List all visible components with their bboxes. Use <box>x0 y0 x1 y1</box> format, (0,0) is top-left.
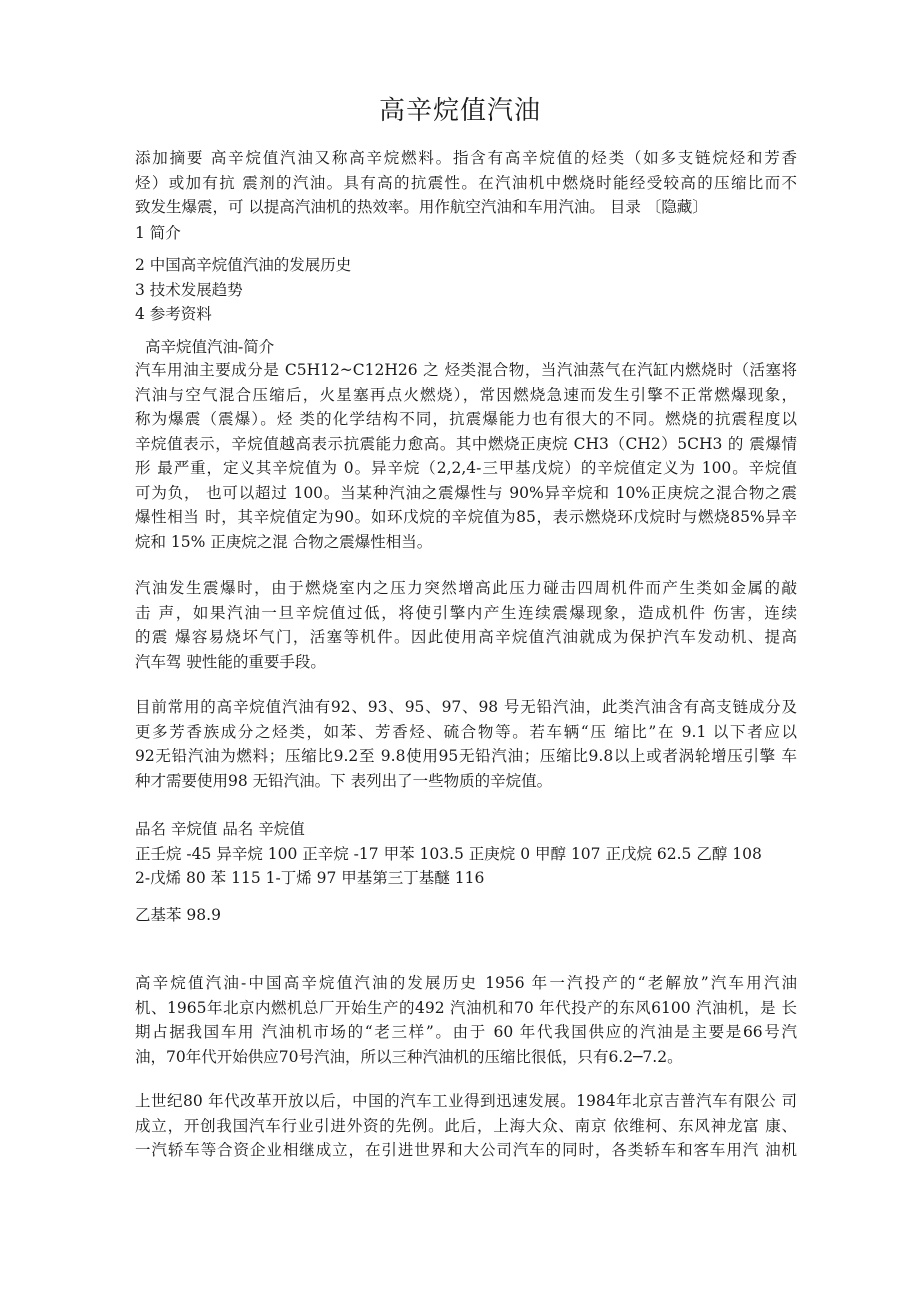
octane-table-text <box>135 817 797 891</box>
toc-item-references[interactable]: 4 参考资料 <box>135 305 212 323</box>
table-header-line: 品名 辛烷值 品名 辛烷值 <box>135 820 305 838</box>
text-line: 可为负， 也可以超过 100。当某种汽油之震爆性与 90%异辛烷和 10%正庚烷之混合物之震 <box>135 483 797 502</box>
section-heading-intro <box>145 335 807 360</box>
table-row-line: 2-戊烯 80 苯 115 1-丁烯 97 甲基第三丁基醚 116 <box>135 869 485 887</box>
document-title: 高辛烷值汽油 <box>378 96 541 126</box>
text-line: 高辛烷值汽油-中国高辛烷值汽油的发展历史 1956 年一汽投产的“老解放”汽车用汽油 <box>135 974 797 992</box>
text-line: 更多芳香族成分之烃类，如苯、芳香烃、硫合物等。若车辆“压 缩比”在 9.1 以下者应以 <box>135 722 797 741</box>
text-line: 汽车驾 驶性能的重要手段。 <box>135 652 326 671</box>
toc-item-trends[interactable]: 3 技术发展趋势 <box>135 280 243 299</box>
text-line: 称为爆震（震爆）。烃 类的化学结构不同，抗震爆能力也有很大的不同。燃烧的抗震程度以 <box>135 410 797 428</box>
knock-paragraph <box>135 576 797 674</box>
table-row-line: 乙基苯 98.9 <box>135 906 221 924</box>
text-line: 目前常用的高辛烷值汽油有92、93、95、97、98 号无铅汽油，此类汽油含有高支链成分及 <box>135 698 797 716</box>
text-line: 汽油与空气混合压缩后，火星塞再点火燃烧），常因燃烧急速而发生引擎不正常燃爆现象， <box>135 385 797 404</box>
text-line: 形 最严重，定义其辛烷值为 0。异辛烷（2,2,4-三甲基戊烷）的辛烷值定义为 100。辛烷值 <box>135 459 797 477</box>
text-line: 击 声，如果汽油一旦辛烷值过低，将使引擎内产生连续震爆现象，造成机件 伤害，连续 <box>135 603 797 622</box>
intro-paragraph <box>135 358 797 554</box>
text-line: 92无铅汽油为燃料；压缩比9.2至 9.8使用95无铅汽油；压缩比9.8以上或者涡轮增压引擎 车 <box>135 747 797 765</box>
toc-item-intro[interactable]: 1 简介 <box>135 224 181 242</box>
text-line: 烷和 15% 正庚烷之混 合物之震爆性相当。 <box>135 532 433 551</box>
text-line: 一汽轿车等合资企业相继成立，在引进世界和大公司汽车的同时，各类轿车和客车用汽 油机 <box>135 1141 797 1159</box>
toc-item-history[interactable]: 2 中国高辛烷值汽油的发展历史 <box>135 256 352 274</box>
toc-list <box>135 221 797 246</box>
table-row-line: 正壬烷 -45 异辛烷 100 正辛烷 -17 甲苯 103.5 正庚烷 0 甲醇 107 正戊烷 62.5 乙醇 108 <box>135 844 762 863</box>
text-line: 的震 爆容易烧坏气门，活塞等机件。因此使用高辛烷值汽油就成为保护汽车发动机、提高 <box>135 628 797 646</box>
text-line: 期占据我国车用 汽油机市场的“老三样”。由于 60 年代我国供应的汽油是主要是66号汽 <box>135 1023 797 1041</box>
text-line: 种才需要使用98 无铅汽油。下 表列出了一些物质的辛烷值。 <box>135 771 553 790</box>
text-line: 爆性相当 时，其辛烷值定为90。如环戊烷的辛烷值为85，表示燃烧环戊烷时与燃烧85%异辛 <box>135 508 797 526</box>
reform-paragraph <box>135 1089 797 1163</box>
text-line: 辛烷值表示，辛烷值越高表示抗震能力愈高。其中燃烧正庚烷 CH3（CH2）5CH3 的 震爆情 <box>135 434 797 453</box>
section-heading-text: 高辛烷值汽油-简介 <box>145 338 275 356</box>
text-line: 成立，开创我国汽车行业引进外资的先例。此后，上海大众、南京 依维柯、东风神龙富 康、 <box>135 1116 797 1135</box>
text-line: 添加摘要 高辛烷值汽油又称高辛烷燃料。指含有高辛烷值的烃类（如多支链烷烃和芳香 <box>135 149 797 167</box>
toc-list-rest <box>135 253 797 327</box>
history-paragraph <box>135 971 797 1069</box>
text-line: 汽车用油主要成分是 C5H12~C12H26 之 烃类混合物，当汽油蒸气在汽缸内燃烧时（活塞将 <box>135 361 797 379</box>
text-line: 机、1965年北京内燃机总厂开始生产的492 汽油机和70 年代投产的东风6100 汽油机，是 长 <box>135 998 797 1017</box>
text-line: 致发生爆震，可 以提高汽油机的热效率。用作航空汽油和车用汽油。 目录 〔隐藏〕 <box>135 198 708 216</box>
text-line: 上世纪80 年代改革开放以后，中国的汽车工业得到迅速发展。1984年北京吉普汽车有限公 司 <box>135 1092 797 1110</box>
octane-table-last <box>135 903 797 928</box>
usage-paragraph <box>135 695 797 793</box>
text-line: 烃）或加有抗 震剂的汽油。具有高的抗震性。在汽油机中燃烧时能经受较高的压缩比而不 <box>135 173 797 192</box>
summary-paragraph <box>135 146 797 220</box>
text-line: 汽油发生震爆时，由于燃烧室内之压力突然增高此压力碰击四周机件而产生类如金属的敲 <box>135 579 797 597</box>
text-line: 油，70年代开始供应70号汽油，所以三种汽油机的压缩比很低，只有6.2─7.2。 <box>135 1047 683 1066</box>
